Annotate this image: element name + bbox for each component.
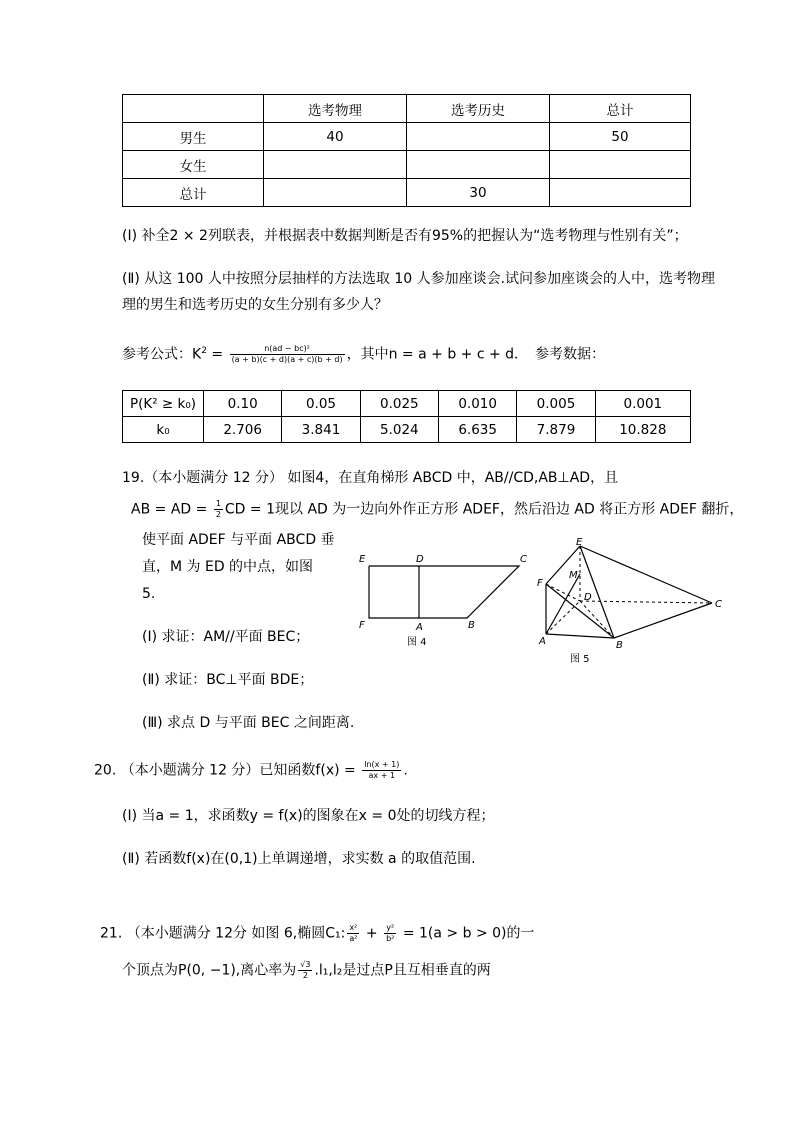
formula-sup: 2: [201, 346, 207, 356]
header-cell: 选考物理: [264, 95, 407, 123]
fig5-label-e: E: [576, 537, 583, 548]
q19-half-fraction: [214, 499, 223, 520]
q21-line2-a: 个顶点为P(0, −1),离心率为: [122, 962, 297, 979]
header-cell: 选考历史: [407, 95, 550, 123]
q18-part1: (Ⅰ) 补全2 × 2列联表，并根据表中数据判断是否有95%的把握认为“选考物理与性别有关”；: [122, 228, 688, 244]
table-cell: 0.005: [517, 391, 595, 417]
fig4-label-b: B: [468, 620, 475, 631]
table-row: [123, 179, 691, 207]
table-cell: 3.841: [282, 417, 360, 443]
q21-x-den: a²: [349, 934, 358, 943]
q21-y-den: b²: [386, 934, 395, 943]
fig4-label-d: D: [416, 554, 424, 565]
formula-numerator: n(ad − bc)²: [230, 344, 345, 355]
table-cell: [407, 123, 550, 151]
fig5-edge-ab: [546, 634, 614, 638]
q20-part1: (Ⅰ) 当a = 1，求函数y = f(x)的图象在x = 0处的切线方程；: [122, 808, 495, 824]
q20-line1-a: 20. （本小题满分 12 分）已知函数f(x) =: [94, 762, 361, 779]
q18-part2-line1: (Ⅱ) 从这 100 人中按照分层抽样的方法选取 10 人参加座谈会.试问参加座谈会的人中，选考物理: [122, 271, 716, 287]
q19-half-num: 1: [215, 499, 221, 508]
table-cell: 30: [407, 179, 550, 207]
formula-denominator: (a + b)(c + d)(a + c)(b + d): [231, 355, 343, 365]
q19-line2-a: AB = AD =: [131, 501, 212, 518]
fig5-edge-fd: [546, 584, 580, 601]
reference-table: [122, 390, 691, 443]
fig5-edge-bc: [614, 603, 712, 638]
q21-x-fraction: [347, 923, 359, 944]
table-cell: [550, 179, 691, 207]
q21-line2-b: .l₁,l₂是过点P且互相垂直的两: [314, 962, 491, 979]
formula-prefix: 参考公式：K: [122, 346, 202, 363]
q19-line2: [131, 499, 743, 520]
fig5-label-f: F: [537, 578, 543, 589]
fig4-label-e: E: [359, 554, 366, 565]
fig5-label-c: C: [715, 599, 722, 610]
q21-line1: [100, 923, 535, 944]
fig5-edge-am: [546, 574, 580, 634]
q20-numerator: ln(x + 1): [364, 760, 400, 769]
contingency-table: [122, 94, 691, 207]
table-row: [123, 151, 691, 179]
q21-line1-b: = 1(a > b > 0)的一: [398, 925, 535, 942]
fig5-edge-ec: [580, 546, 712, 603]
q20-part2: (Ⅱ) 若函数f(x)在(0,1)上单调递增，求实数 a 的取值范围.: [122, 851, 476, 867]
formula-eq: =: [206, 346, 228, 363]
q20-line1-b: .: [403, 762, 408, 779]
row-label: k₀: [123, 417, 204, 443]
q18-part2-line2: 理的男生和选考历史的女生分别有多少人？: [122, 297, 388, 313]
table-cell: 5.024: [360, 417, 438, 443]
q19-line5: 5.: [142, 586, 156, 602]
table-cell: [264, 179, 407, 207]
table-cell: 0.010: [438, 391, 516, 417]
q21-e-num: √3: [300, 960, 311, 969]
fig4-label-a: A: [416, 622, 423, 633]
fig4-caption: 图 4: [407, 637, 427, 648]
table-row: [123, 391, 691, 417]
q21-y-num: y²: [384, 923, 396, 934]
table-cell: 40: [264, 123, 407, 151]
table-cell: 0.001: [595, 391, 690, 417]
table-row: [123, 417, 691, 443]
table-cell: 6.635: [438, 417, 516, 443]
q19-line1: 19.（本小题满分 12 分） 如图4，在直角梯形 ABCD 中，AB//CD,AB⊥AD，且: [122, 470, 619, 486]
q21-y-fraction: [384, 923, 396, 944]
q19-line3: 使平面 ADEF 与平面 ABCD 垂: [142, 532, 335, 548]
q19-part2: (Ⅱ) 求证：BC⊥平面 BDE；: [142, 672, 314, 688]
q20-line1: [94, 760, 408, 781]
q18-formula: [122, 341, 605, 365]
fig5-label-b: B: [616, 640, 623, 651]
q20-fraction: [362, 760, 401, 781]
q19-part1: (Ⅰ) 求证：AM//平面 BEC；: [142, 629, 310, 645]
row-label: P(K² ≥ k₀): [123, 391, 204, 417]
fig4-outline: [369, 566, 519, 618]
q21-e-fraction: [298, 960, 312, 981]
table-row: [123, 123, 691, 151]
fig5-label-d: D: [584, 592, 592, 603]
table-cell: 7.879: [517, 417, 595, 443]
header-cell: [123, 95, 264, 123]
q19-line2-b: CD = 1现以 AD 为一边向外作正方形 ADEF，然后沿边 AD 将正方形 ADEF 翻折，: [224, 501, 744, 518]
formula-suffix: ，其中n = a + b + c + d． 参考数据：: [346, 346, 606, 363]
q21-e-den: 2: [302, 971, 308, 980]
table-cell: 50: [550, 123, 691, 151]
table-header-row: [123, 95, 691, 123]
q19-line4: 直，M 为 ED 的中点，如图: [142, 559, 314, 575]
q21-plus: +: [361, 925, 383, 942]
table-cell: 0.10: [204, 391, 282, 417]
fig5-label-m: M: [569, 570, 578, 581]
q21-line2: [122, 960, 491, 981]
header-cell: 总计: [550, 95, 691, 123]
table-cell: 10.828: [595, 417, 690, 443]
fig5-edge-ad: [546, 601, 580, 634]
table-cell: [407, 151, 550, 179]
figure-5: [532, 536, 737, 668]
table-cell: [264, 151, 407, 179]
fig4-label-c: C: [520, 554, 527, 565]
fig5-label-a: A: [539, 636, 546, 647]
fig5-edge-db: [580, 601, 614, 638]
q19-part3: (Ⅲ) 求点 D 与平面 BEC 之间距离.: [142, 715, 355, 731]
table-cell: [550, 151, 691, 179]
fig5-caption: 图 5: [570, 654, 590, 665]
q21-line1-a: 21. （本小题满分 12分 如图 6,椭圆C₁:: [100, 925, 346, 942]
row-label: 总计: [123, 179, 264, 207]
q20-denominator: ax + 1: [368, 771, 396, 780]
formula-fraction: [230, 344, 345, 365]
row-label: 女生: [123, 151, 264, 179]
q21-x-num: x²: [347, 923, 359, 934]
table-cell: 0.025: [360, 391, 438, 417]
table-cell: 0.05: [282, 391, 360, 417]
q19-half-den: 2: [215, 510, 221, 519]
figure-4: [355, 548, 535, 653]
fig5-edge-dc: [580, 601, 712, 603]
fig4-label-f: F: [359, 620, 365, 631]
row-label: 男生: [123, 123, 264, 151]
table-cell: 2.706: [204, 417, 282, 443]
